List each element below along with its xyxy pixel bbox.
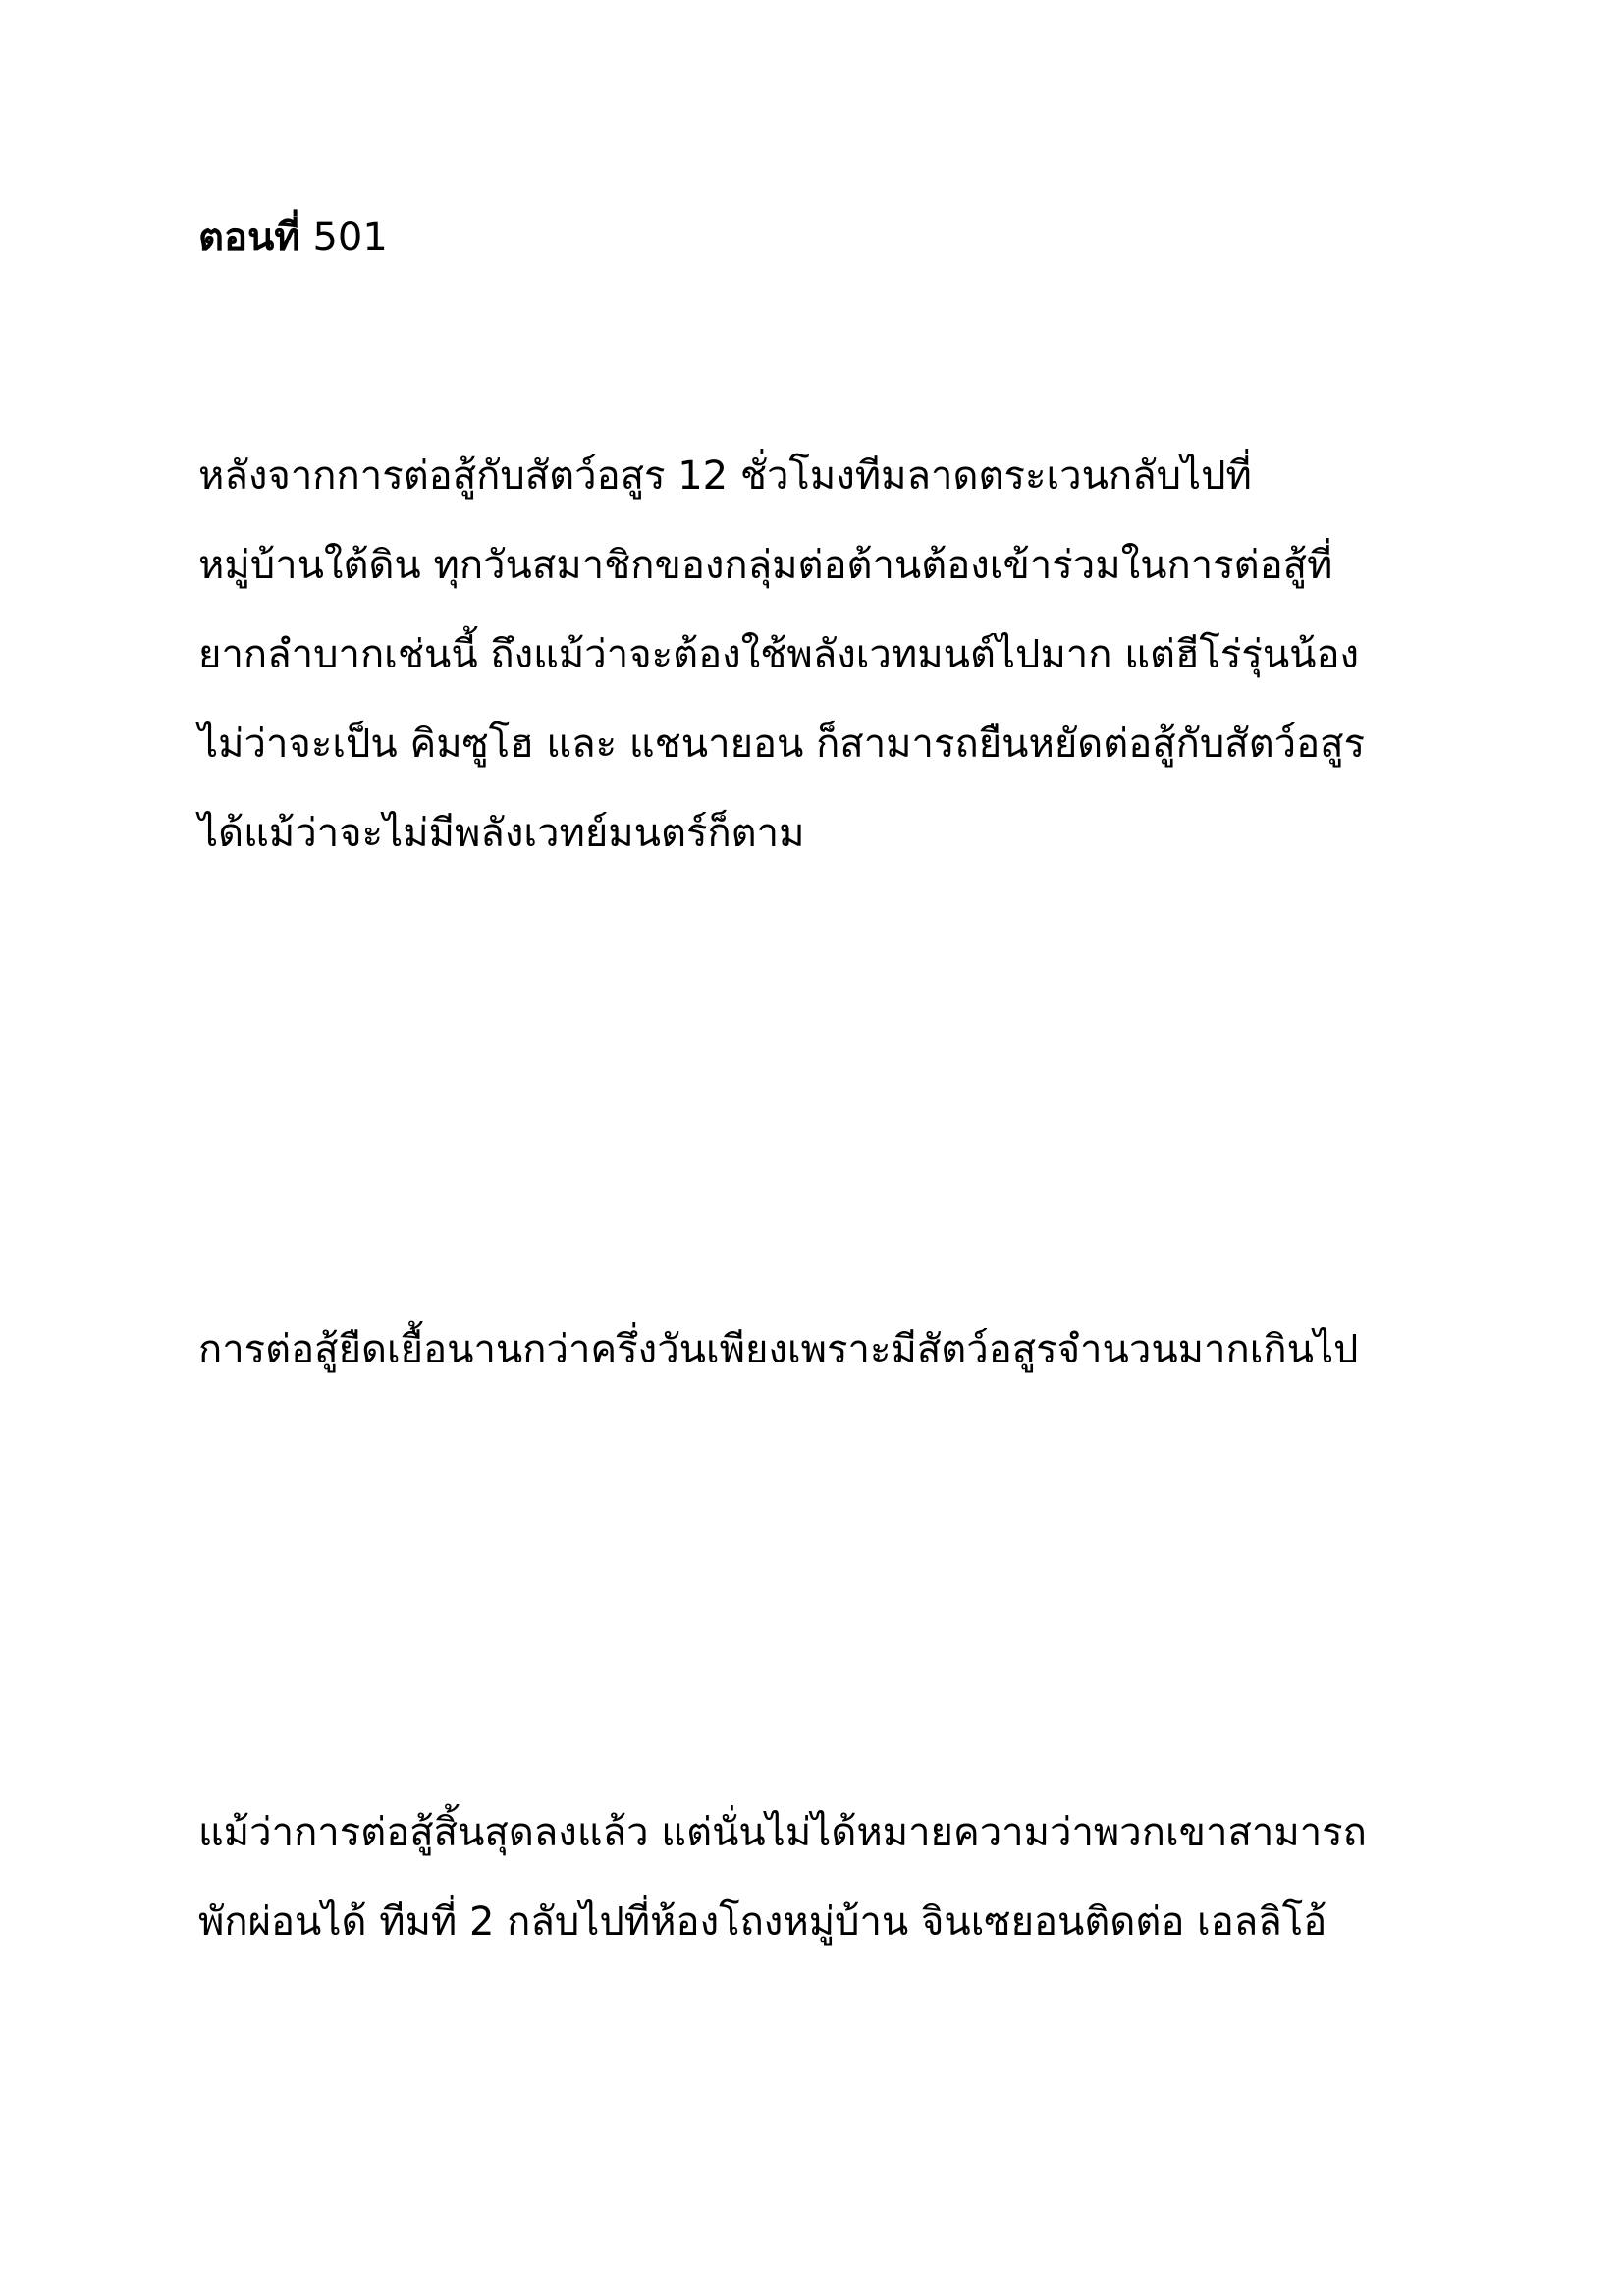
chapter-heading: [198, 208, 388, 267]
chapter-label: ตอนที่: [198, 215, 300, 260]
paragraph-line: หมู่บ้านใต้ดิน ทุกวันสมาชิกของกลุ่มต่อต้านต้องเข้าร่วมในการต่อสู้ที่: [198, 543, 1333, 588]
paragraph-1: [198, 432, 1475, 879]
paragraph-line: แม้ว่าการต่อสู้สิ้นสุดลงแล้ว แต่นั่นไม่ได้หมายความว่าพวกเขาสามารถ: [198, 1810, 1367, 1855]
paragraph-line: การต่อสู้ยืดเยื้อนานกว่าครึ่งวันเพียงเพราะมีสัตว์อสูรจำนวนมากเกินไป: [198, 1327, 1359, 1372]
chapter-number: 501: [312, 215, 388, 260]
paragraph-line: ได้แม้ว่าจะไม่มีพลังเวทย์มนตร์ก็ตาม: [198, 811, 805, 856]
paragraph-2: [198, 1306, 1475, 1395]
paragraph-line: พักผ่อนได้ ทีมที่ 2 กลับไปที่ห้องโถงหมู่บ้าน จินเซยอนติดต่อ เอลลิโอ้: [198, 1899, 1327, 1945]
paragraph-line: ไม่ว่าจะเป็น คิมซูโฮ และ แชนายอน ก็สามารถยืนหยัดต่อสู้กับสัตว์อสูร: [198, 721, 1366, 767]
paragraph-line: หลังจากการต่อสู้กับสัตว์อสูร 12 ชั่วโมงทีมลาดตระเวนกลับไปที่: [198, 454, 1252, 499]
paragraph-3: [198, 1789, 1475, 1967]
paragraph-line: ยากลำบากเช่นนี้ ถึงแม้ว่าจะต้องใช้พลังเวทมนต์ไปมาก แต่ฮีโร่รุ่นน้อง: [198, 632, 1360, 677]
